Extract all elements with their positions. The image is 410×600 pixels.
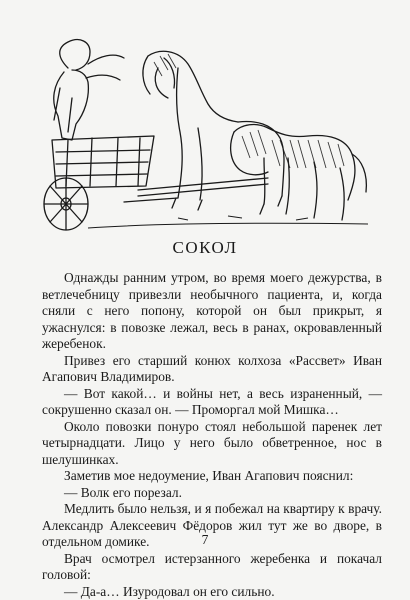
paragraph: Привез его старший конюх колхоза «Рассвет» Иван Агапович Владимиров. (42, 353, 382, 386)
paragraph: Около повозки понуро стоял небольшой паренек лет четырнадцати. Лицо у него было обветренное, нос в шелушинках. (42, 419, 382, 469)
paragraph: — Волк его порезал. (42, 485, 382, 502)
chapter-text (42, 270, 382, 600)
page-number: 7 (0, 532, 410, 548)
paragraph: Медлить было нельзя, и я побежал на квартиру к врачу. Александр Алексеевич Фёдоров жил тут же во дворе, в отдельном домике. (42, 501, 382, 551)
paragraph: Врач осмотрел истерзанного жеребенка и покачал головой: (42, 551, 382, 584)
paragraph: — Да-а… Изуродовал он его сильно. (42, 584, 382, 600)
paragraph: Заметив мое недоумение, Иван Агапович пояснил: (42, 468, 382, 485)
chapter-title: СОКОЛ (0, 238, 410, 258)
paragraph: Однажды ранним утром, во время моего дежурства, в ветлечебницу привезли необычного пациента, и, когда сняли с него попону, которой он был прикрыт, я ужаснулся: в повозке лежал, весь в ранах, окровавленный жеребенок. (42, 270, 382, 353)
horses-cart-illustration (28, 28, 380, 236)
paragraph: — Вот какой… и войны нет, а весь израненный, — сокрушенно сказал он. — Проморгал мой Мишка… (42, 386, 382, 419)
